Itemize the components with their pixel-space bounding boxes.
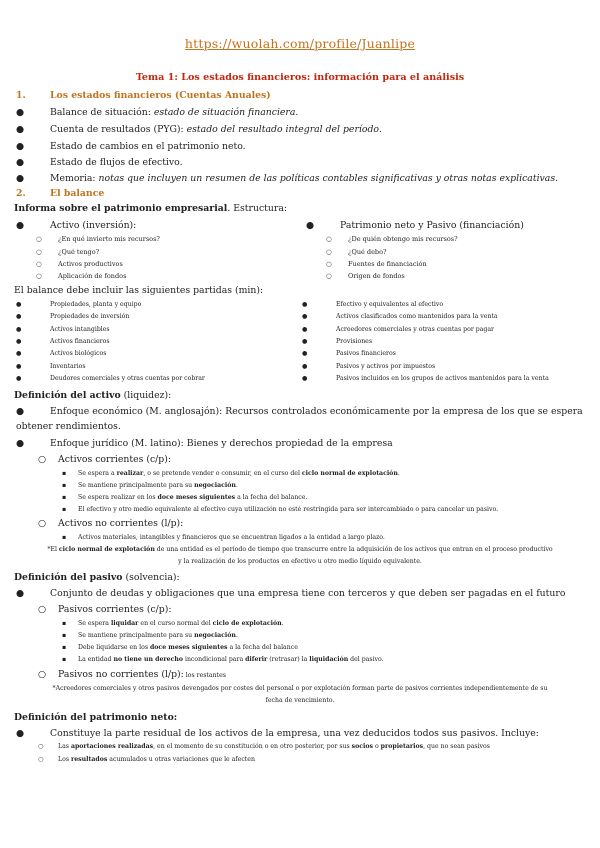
page-title: Tema 1: Los estados financieros: información para el análisis [135, 72, 465, 83]
list-item: ▪ Se espera realizar en los doce meses siguientes a la fecha del balance. [62, 494, 308, 501]
list-item: ○ ¿De quién obtengo mis recursos? [326, 235, 458, 243]
activos-corrientes: ○ Activos corrientes (c/p): [38, 454, 172, 465]
list-item [302, 300, 443, 309]
list-item-label: Activos clasificados como mantenidos para la venta [336, 313, 498, 321]
bullet-icon: ● [302, 374, 308, 382]
list-item-label: Propiedades, planta y equipo [50, 301, 142, 308]
footnote-continuation: y la realización de los productos en efectivo u otro medio líquido equivalente. [178, 558, 422, 565]
bullet-icon: ● [302, 313, 308, 321]
list-item: ● Cuenta de resultados (PYG): estado del resultado integral del período. [16, 124, 382, 135]
list-item: ● Constituye la parte residual de los activos de la empresa, una vez deducidos todos sus pasivos. Incluye: [16, 728, 539, 739]
list-item: ● Enfoque jurídico (M. latino): Bienes y derechos propiedad de la empresa [16, 438, 393, 449]
pasivo-title: ● Patrimonio neto y Pasivo (financiación) [306, 220, 524, 231]
pn-def-title: Definición del patrimonio neto: [14, 712, 178, 723]
list-item: ▪ Se mantiene principalmente para su negociación. [62, 632, 238, 639]
list-item [16, 312, 129, 321]
list-item: ○ Los resultados acumulados u otras variaciones que le afecten [38, 756, 255, 763]
footnote: *Acreedores comerciales y otros pasivos devengados por costes del personal o por explotación forman parte de pasivos corrientes independientemente de su [52, 685, 548, 692]
list-item [302, 325, 494, 334]
pasivos-corrientes: ○ Pasivos corrientes (c/p): [38, 604, 172, 615]
list-item: ● Estado de flujos de efectivo. [16, 157, 183, 168]
list-item-label: Pasivos y activos por impuestos [336, 362, 436, 370]
list-item: ▪ Se espera liquidar en el curso normal del ciclo de explotación. [62, 620, 284, 627]
list-item-label: Activos financieros [50, 337, 110, 345]
list-item [302, 362, 435, 371]
bullet-icon: ● [302, 325, 308, 333]
list-item-label: Activos biológicos [50, 350, 107, 358]
list-item: ▪ Se mantiene principalmente para su negociación. [62, 482, 238, 489]
list-item: ▪ Se espera a realizar, o se pretende vender o consumir, en el curso del ciclo normal de explotación. [62, 470, 400, 477]
bullet-icon: ● [302, 362, 308, 370]
list-item: ▪ El efectivo y otro medio equivalente al efectivo cuya utilización no esté restringida para ser intercambiado o para cancelar un pasivo. [62, 506, 499, 513]
pasivo-def-title: Definición del pasivo (solvencia): [14, 572, 180, 583]
list-item: ○ Origen de fondos [326, 272, 405, 280]
list-item [16, 300, 141, 309]
list-item: ○ Activos productivos [36, 260, 123, 268]
activos-no-corrientes: ○ Activos no corrientes (l/p): [38, 518, 184, 529]
footnote-continuation: fecha de vencimiento. [265, 697, 335, 704]
list-item-label: Efectivo y equivalentes al efectivo [336, 301, 444, 308]
list-item: ○ ¿En qué invierto mis recursos? [36, 235, 160, 243]
bullet-icon: ● [302, 337, 308, 345]
bullet-icon: ● [16, 350, 22, 358]
bullet-icon: ● [302, 301, 308, 308]
list-item: ● Balance de situación: estado de situación financiera. [16, 107, 299, 118]
bullet-icon: ● [16, 362, 22, 370]
bullet-icon: ● [16, 325, 22, 333]
list-item: ● Enfoque económico (M. anglosajón): Recursos controlados económicamente por la empresa de los que se espera [16, 406, 583, 417]
list-item: ▪ Debe liquidarse en los doce meses siguientes a la fecha del balance [62, 644, 298, 651]
list-item [16, 374, 205, 383]
list-item-label: Pasivos financieros [336, 350, 396, 358]
list-item-label: Pasivos incluidos en los grupos de activos mantenidos para la venta [336, 374, 549, 382]
list-item [16, 325, 110, 334]
list-item: ● Conjunto de deudas y obligaciones que una empresa tiene con terceros y que deben ser pagadas en el futuro [16, 588, 566, 599]
list-item: ○ Aplicación de fondos [36, 272, 127, 280]
list-item-label: Propiedades de inversión [50, 313, 130, 321]
list-item: ○ Fuentes de financiación [326, 260, 427, 268]
partidas-intro: El balance debe incluir las siguientes partidas (min): [14, 285, 264, 296]
pasivos-no-corrientes: ○ Pasivos no corrientes (l/p): los restantes [38, 669, 226, 680]
list-item [16, 349, 106, 358]
list-item: ▪ La entidad no tiene un derecho incondicional para diferir (retrasar) la liquidación del pasivo. [62, 656, 384, 663]
list-item [302, 312, 498, 321]
section-2-heading: 2. El balance [16, 188, 105, 199]
list-item [16, 337, 110, 346]
list-item: ● Memoria: notas que incluyen un resumen de las políticas contables significativas y otras notas explicativas. [16, 173, 559, 184]
bullet-icon: ● [16, 301, 22, 308]
list-item [302, 337, 372, 346]
profile-link[interactable]: https://wuolah.com/profile/Juanlipe [184, 36, 416, 51]
list-item-label: Acreedores comerciales y otras cuentas por pagar [336, 325, 495, 333]
list-item-label: Deudores comerciales y otras cuentas por cobrar [50, 374, 205, 382]
bullet-icon: ● [16, 313, 22, 321]
list-item-continuation: obtener rendimientos. [16, 421, 121, 432]
list-item-label: Inventarios [50, 362, 86, 370]
list-item [16, 362, 86, 371]
list-item: ○ ¿Qué tengo? [36, 248, 100, 256]
bullet-icon: ● [16, 374, 22, 382]
list-item: ○ Las aportaciones realizadas, en el momento de su constitución o en otro posterior, por sus socios o propietarios, que no sean pasivos [38, 743, 490, 750]
footnote: *El ciclo normal de explotación de una entidad es el período de tiempo que transcurre entre la adquisición de los activos que entran en el proceso productivo [47, 546, 553, 553]
activo-title: ● Activo (inversión): [16, 220, 137, 231]
activo-def-title: Definición del activo (liquidez): [14, 390, 172, 401]
list-item: ○ ¿Qué debo? [326, 248, 387, 256]
bullet-icon: ● [302, 350, 308, 358]
informa-line: Informa sobre el patrimonio empresarial. Estructura: [14, 203, 287, 214]
list-item: ● Estado de cambios en el patrimonio neto. [16, 141, 246, 152]
list-item [302, 374, 549, 383]
list-item-label: Provisiones [336, 337, 373, 345]
list-item: ▪ Activos materiales, intangibles y financieros que se encuentran ligados a la entidad a largo plazo. [62, 534, 385, 541]
bullet-icon: ● [16, 337, 22, 345]
list-item [302, 349, 396, 358]
list-item-label: Activos intangibles [50, 325, 110, 333]
section-1-heading: 1. Los estados financieros (Cuentas Anuales) [16, 90, 271, 101]
